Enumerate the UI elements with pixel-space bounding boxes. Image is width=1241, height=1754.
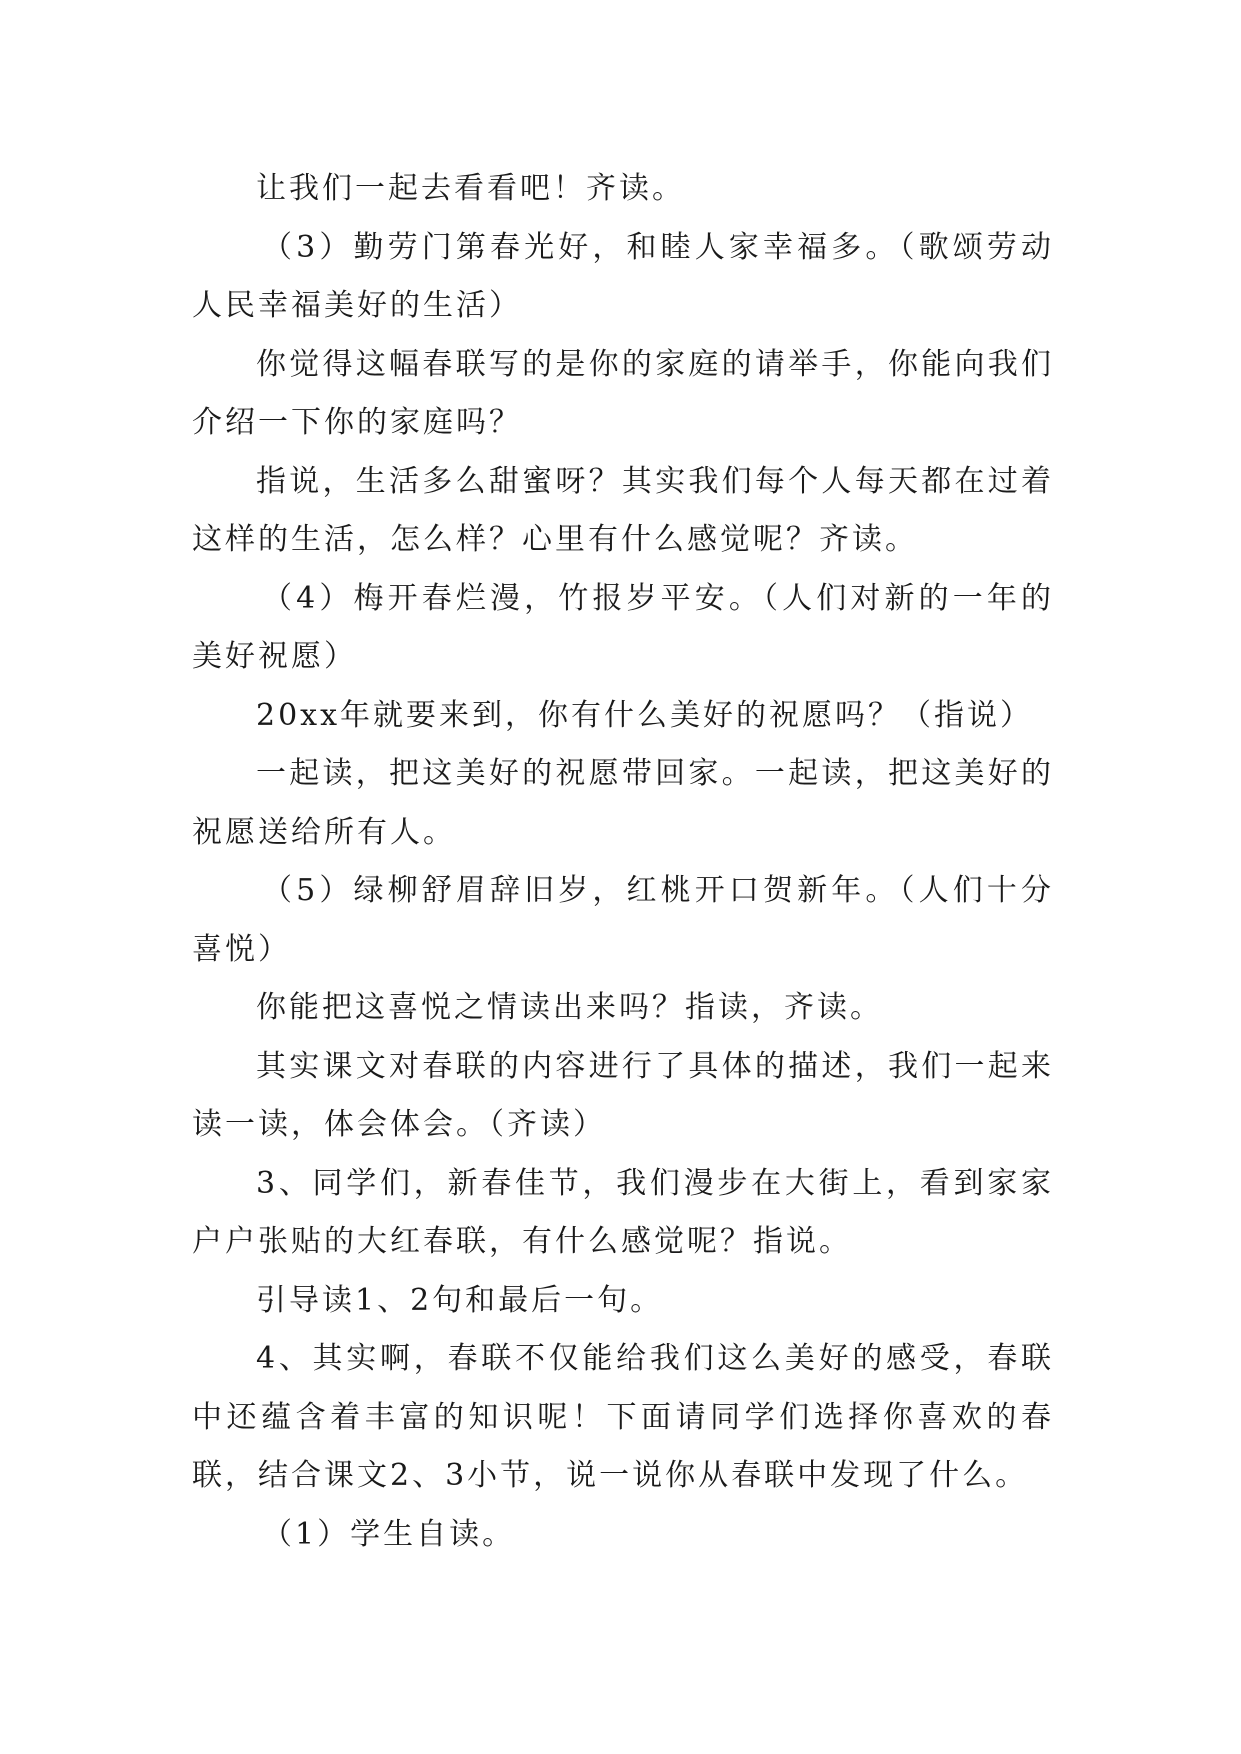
paragraph: 3、同学们，新春佳节，我们漫步在大街上，看到家家户户张贴的大红春联，有什么感觉呢？指说。 <box>192 1165 1054 1259</box>
paragraph: 其实课文对春联的内容进行了具体的描述，我们一起来读一读，体会体会。（齐读） <box>192 1048 1054 1142</box>
paragraph: （1）学生自读。 <box>262 1516 516 1552</box>
paragraph: 让我们一起去看看吧！齐读。 <box>256 171 685 206</box>
paragraph: （3）勤劳门第春光好，和睦人家幸福多。（歌颂劳动人民幸福美好的生活） <box>192 229 1054 323</box>
paragraph: 20xx年就要来到，你有什么美好的祝愿吗？（指说） <box>256 697 1034 733</box>
paragraph: 引导读1、2句和最后一句。 <box>256 1282 664 1318</box>
paragraph: 你能把这喜悦之情读出来吗？指读，齐读。 <box>256 990 883 1025</box>
document-body <box>192 160 1054 1564</box>
paragraph: 一起读，把这美好的祝愿带回家。一起读，把这美好的祝愿送给所有人。 <box>192 756 1054 850</box>
paragraph: （4）梅开春烂漫，竹报岁平安。（人们对新的一年的美好祝愿） <box>192 580 1054 674</box>
paragraph: 你觉得这幅春联写的是你的家庭的请举手，你能向我们介绍一下你的家庭吗？ <box>192 346 1054 440</box>
paragraph: 4、其实啊，春联不仅能给我们这么美好的感受，春联中还蕴含着丰富的知识呢！下面请同学们选择你喜欢的春联，结合课文2、3小节，说一说你从春联中发现了什么。 <box>192 1341 1054 1493</box>
paragraph: （5）绿柳舒眉辞旧岁，红桃开口贺新年。（人们十分喜悦） <box>192 873 1054 967</box>
paragraph: 指说，生活多么甜蜜呀？其实我们每个人每天都在过着这样的生活，怎么样？心里有什么感觉呢？齐读。 <box>192 463 1054 557</box>
